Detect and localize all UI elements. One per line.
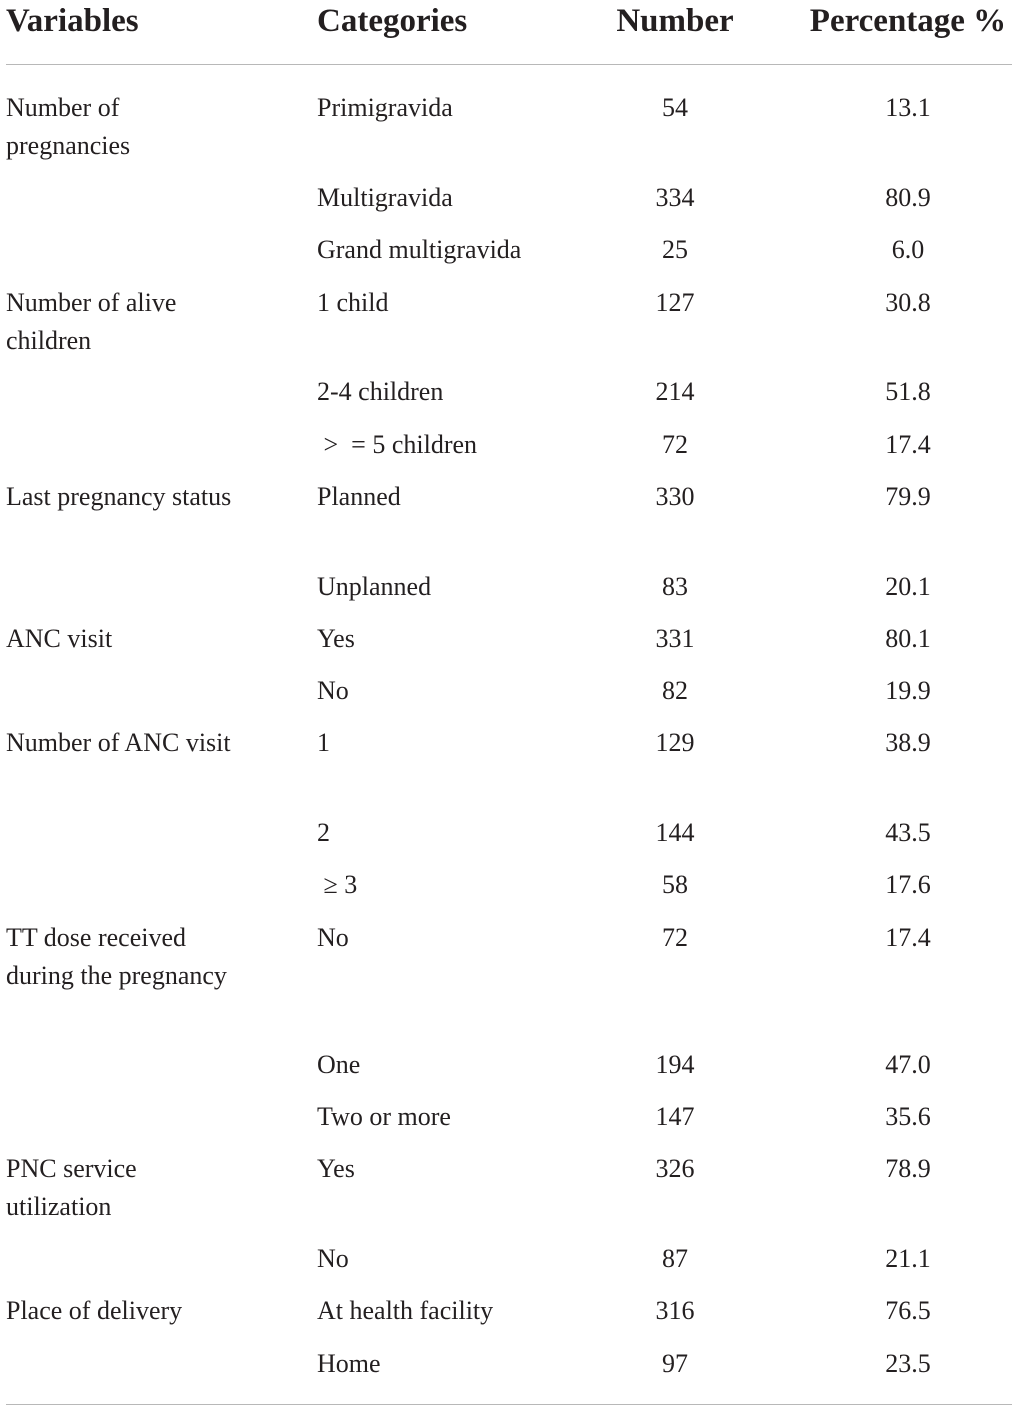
header-divider (6, 64, 1012, 65)
percentage-cell: 76.5 (885, 1296, 931, 1325)
percentage-cell: 6.0 (891, 235, 925, 264)
percentage-cell: 20.1 (885, 572, 931, 601)
number-cell: 144 (655, 818, 695, 847)
percentage-cell: 51.8 (885, 377, 931, 406)
header-number: Number (616, 3, 734, 39)
category-cell: Primigravida (317, 93, 453, 122)
category-cell: Yes (317, 1154, 355, 1183)
percentage-cell: 78.9 (885, 1154, 931, 1183)
percentage-cell: 13.1 (885, 93, 931, 122)
category-cell: > = 5 children (317, 430, 478, 459)
percentage-cell: 38.9 (885, 728, 931, 757)
number-cell: 83 (662, 572, 688, 601)
number-cell: 330 (655, 482, 695, 511)
variable-label: Last pregnancy status (6, 482, 232, 511)
percentage-cell: 17.6 (885, 870, 931, 899)
variable-label: TT dose received during the pregnancy (6, 923, 227, 990)
category-cell: One (317, 1050, 361, 1079)
table-bottom-rule (6, 1404, 1012, 1405)
number-cell: 214 (655, 377, 695, 406)
number-cell: 97 (662, 1349, 688, 1378)
category-cell: 2 (317, 818, 330, 847)
number-cell: 316 (655, 1296, 695, 1325)
percentage-cell: 21.1 (885, 1244, 931, 1273)
category-cell: Unplanned (317, 572, 432, 601)
number-cell: 82 (662, 676, 688, 705)
number-cell: 147 (655, 1102, 695, 1131)
percentage-cell: 80.1 (885, 624, 931, 653)
number-cell: 72 (662, 923, 688, 952)
number-cell: 331 (655, 624, 695, 653)
variable-label: ANC visit (6, 624, 113, 653)
percentage-cell: 19.9 (885, 676, 931, 705)
category-cell: No (317, 1244, 349, 1273)
number-cell: 194 (655, 1050, 695, 1079)
category-cell: Two or more (317, 1102, 451, 1131)
category-cell: Multigravida (317, 183, 453, 212)
category-cell: 1 child (317, 288, 389, 317)
variable-label: Place of delivery (6, 1296, 183, 1325)
percentage-cell: 30.8 (885, 288, 931, 317)
percentage-cell: 43.5 (885, 818, 931, 847)
number-cell: 127 (655, 288, 695, 317)
variable-label: Number of pregnancies (6, 93, 131, 160)
number-cell: 326 (655, 1154, 695, 1183)
category-cell: Yes (317, 624, 355, 653)
variable-label: PNC service utilization (6, 1154, 137, 1221)
category-cell: Planned (317, 482, 401, 511)
percentage-cell: 47.0 (885, 1050, 931, 1079)
category-cell: At health facility (317, 1296, 494, 1325)
header-categories: Categories (317, 3, 468, 39)
percentage-cell: 17.4 (885, 430, 931, 459)
category-cell: 1 (317, 728, 330, 757)
category-cell: ≥ 3 (317, 870, 358, 899)
percentage-cell: 80.9 (885, 183, 931, 212)
percentage-cell: 23.5 (885, 1349, 931, 1378)
number-cell: 25 (662, 235, 688, 264)
number-cell: 129 (655, 728, 695, 757)
percentage-cell: 35.6 (885, 1102, 931, 1131)
header-percentage: Percentage % (809, 3, 1007, 39)
category-cell: 2-4 children (317, 377, 444, 406)
category-cell: Home (317, 1349, 381, 1378)
number-cell: 334 (655, 183, 695, 212)
header-variables: Variables (6, 3, 139, 39)
category-cell: Grand multigravida (317, 235, 522, 264)
number-cell: 54 (662, 93, 688, 122)
category-cell: No (317, 676, 349, 705)
variable-label: Number of alive children (6, 288, 177, 355)
number-cell: 87 (662, 1244, 688, 1273)
number-cell: 72 (662, 430, 688, 459)
category-cell: No (317, 923, 349, 952)
number-cell: 58 (662, 870, 688, 899)
percentage-cell: 79.9 (885, 482, 931, 511)
percentage-cell: 17.4 (885, 923, 931, 952)
variable-label: Number of ANC visit (6, 728, 231, 757)
